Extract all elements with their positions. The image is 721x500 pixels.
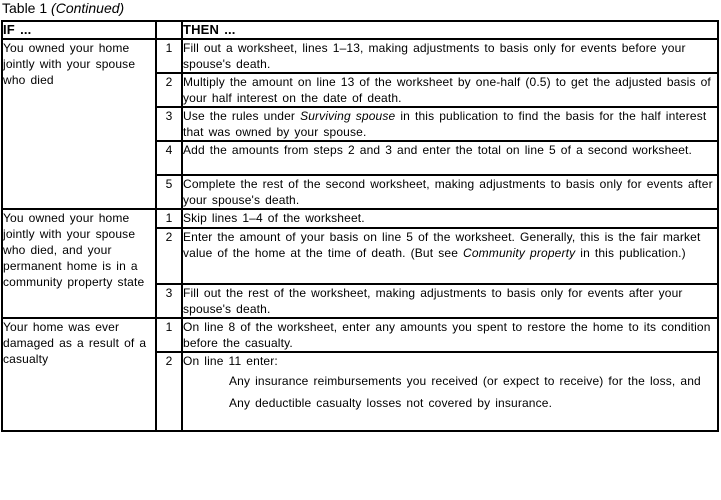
step-text: Fill out the rest of the worksheet, making adjustments to basis only for events after your spouse's death. — [182, 284, 718, 318]
step-text: Enter the amount of your basis on line 5 of the worksheet. Generally, this is the fair market value of the home at the time of death. (But see Community property in this publication.) — [182, 228, 718, 284]
step-text-lead: On line 11 enter: — [183, 354, 278, 368]
step-number: 1 — [156, 209, 182, 228]
step-number: 3 — [156, 284, 182, 318]
step-text — [182, 352, 718, 431]
table-row — [2, 318, 718, 352]
sub-item: Any insurance reimbursements you received (or expect to receive) for the loss, and — [229, 374, 701, 388]
step-number: 2 — [156, 352, 182, 431]
step-text: On line 8 of the worksheet, enter any amounts you spent to restore the home to its condition before the casualty. — [182, 318, 718, 352]
header-then: THEN ... — [182, 21, 718, 39]
step-text: Skip lines 1–4 of the worksheet. — [182, 209, 718, 228]
if-condition-2: You owned your home jointly with your spouse who died, and your permanent home is in a community property state — [2, 209, 156, 318]
step-number: 5 — [156, 175, 182, 209]
step-number: 3 — [156, 107, 182, 141]
sub-item: Any deductible casualty losses not covered by insurance. — [229, 396, 553, 410]
step-text: Multiply the amount on line 13 of the worksheet by one-half (0.5) to get the adjusted basis of your half interest on the date of death. — [182, 73, 718, 107]
step-number: 4 — [156, 141, 182, 175]
step-text: Use the rules under Surviving spouse in this publication to find the basis for the half interest that was owned by your spouse. — [182, 107, 718, 141]
if-condition-1: You owned your home jointly with your spouse who died — [2, 39, 156, 209]
step-number: 2 — [156, 73, 182, 107]
table-title — [2, 0, 124, 17]
header-spacer — [156, 21, 182, 39]
step-text: Complete the rest of the second worksheet, making adjustments to basis only for events after your spouse's death. — [182, 175, 718, 209]
header-row — [2, 21, 718, 39]
step-number: 2 — [156, 228, 182, 284]
table-title-continued: (Continued) — [51, 0, 125, 16]
step-text: Add the amounts from steps 2 and 3 and enter the total on line 5 of a second worksheet. — [182, 141, 718, 175]
step-number: 1 — [156, 318, 182, 352]
table-row — [2, 209, 718, 228]
step-text: Fill out a worksheet, lines 1–13, making adjustments to basis only for events before your spouse's death. — [182, 39, 718, 73]
table-title-prefix: Table 1 — [2, 0, 52, 16]
if-condition-3: Your home was ever damaged as a result of a casualty — [2, 318, 156, 431]
step-number: 1 — [156, 39, 182, 73]
if-then-table — [1, 20, 719, 432]
table-row — [2, 39, 718, 73]
header-if: IF ... — [2, 21, 156, 39]
